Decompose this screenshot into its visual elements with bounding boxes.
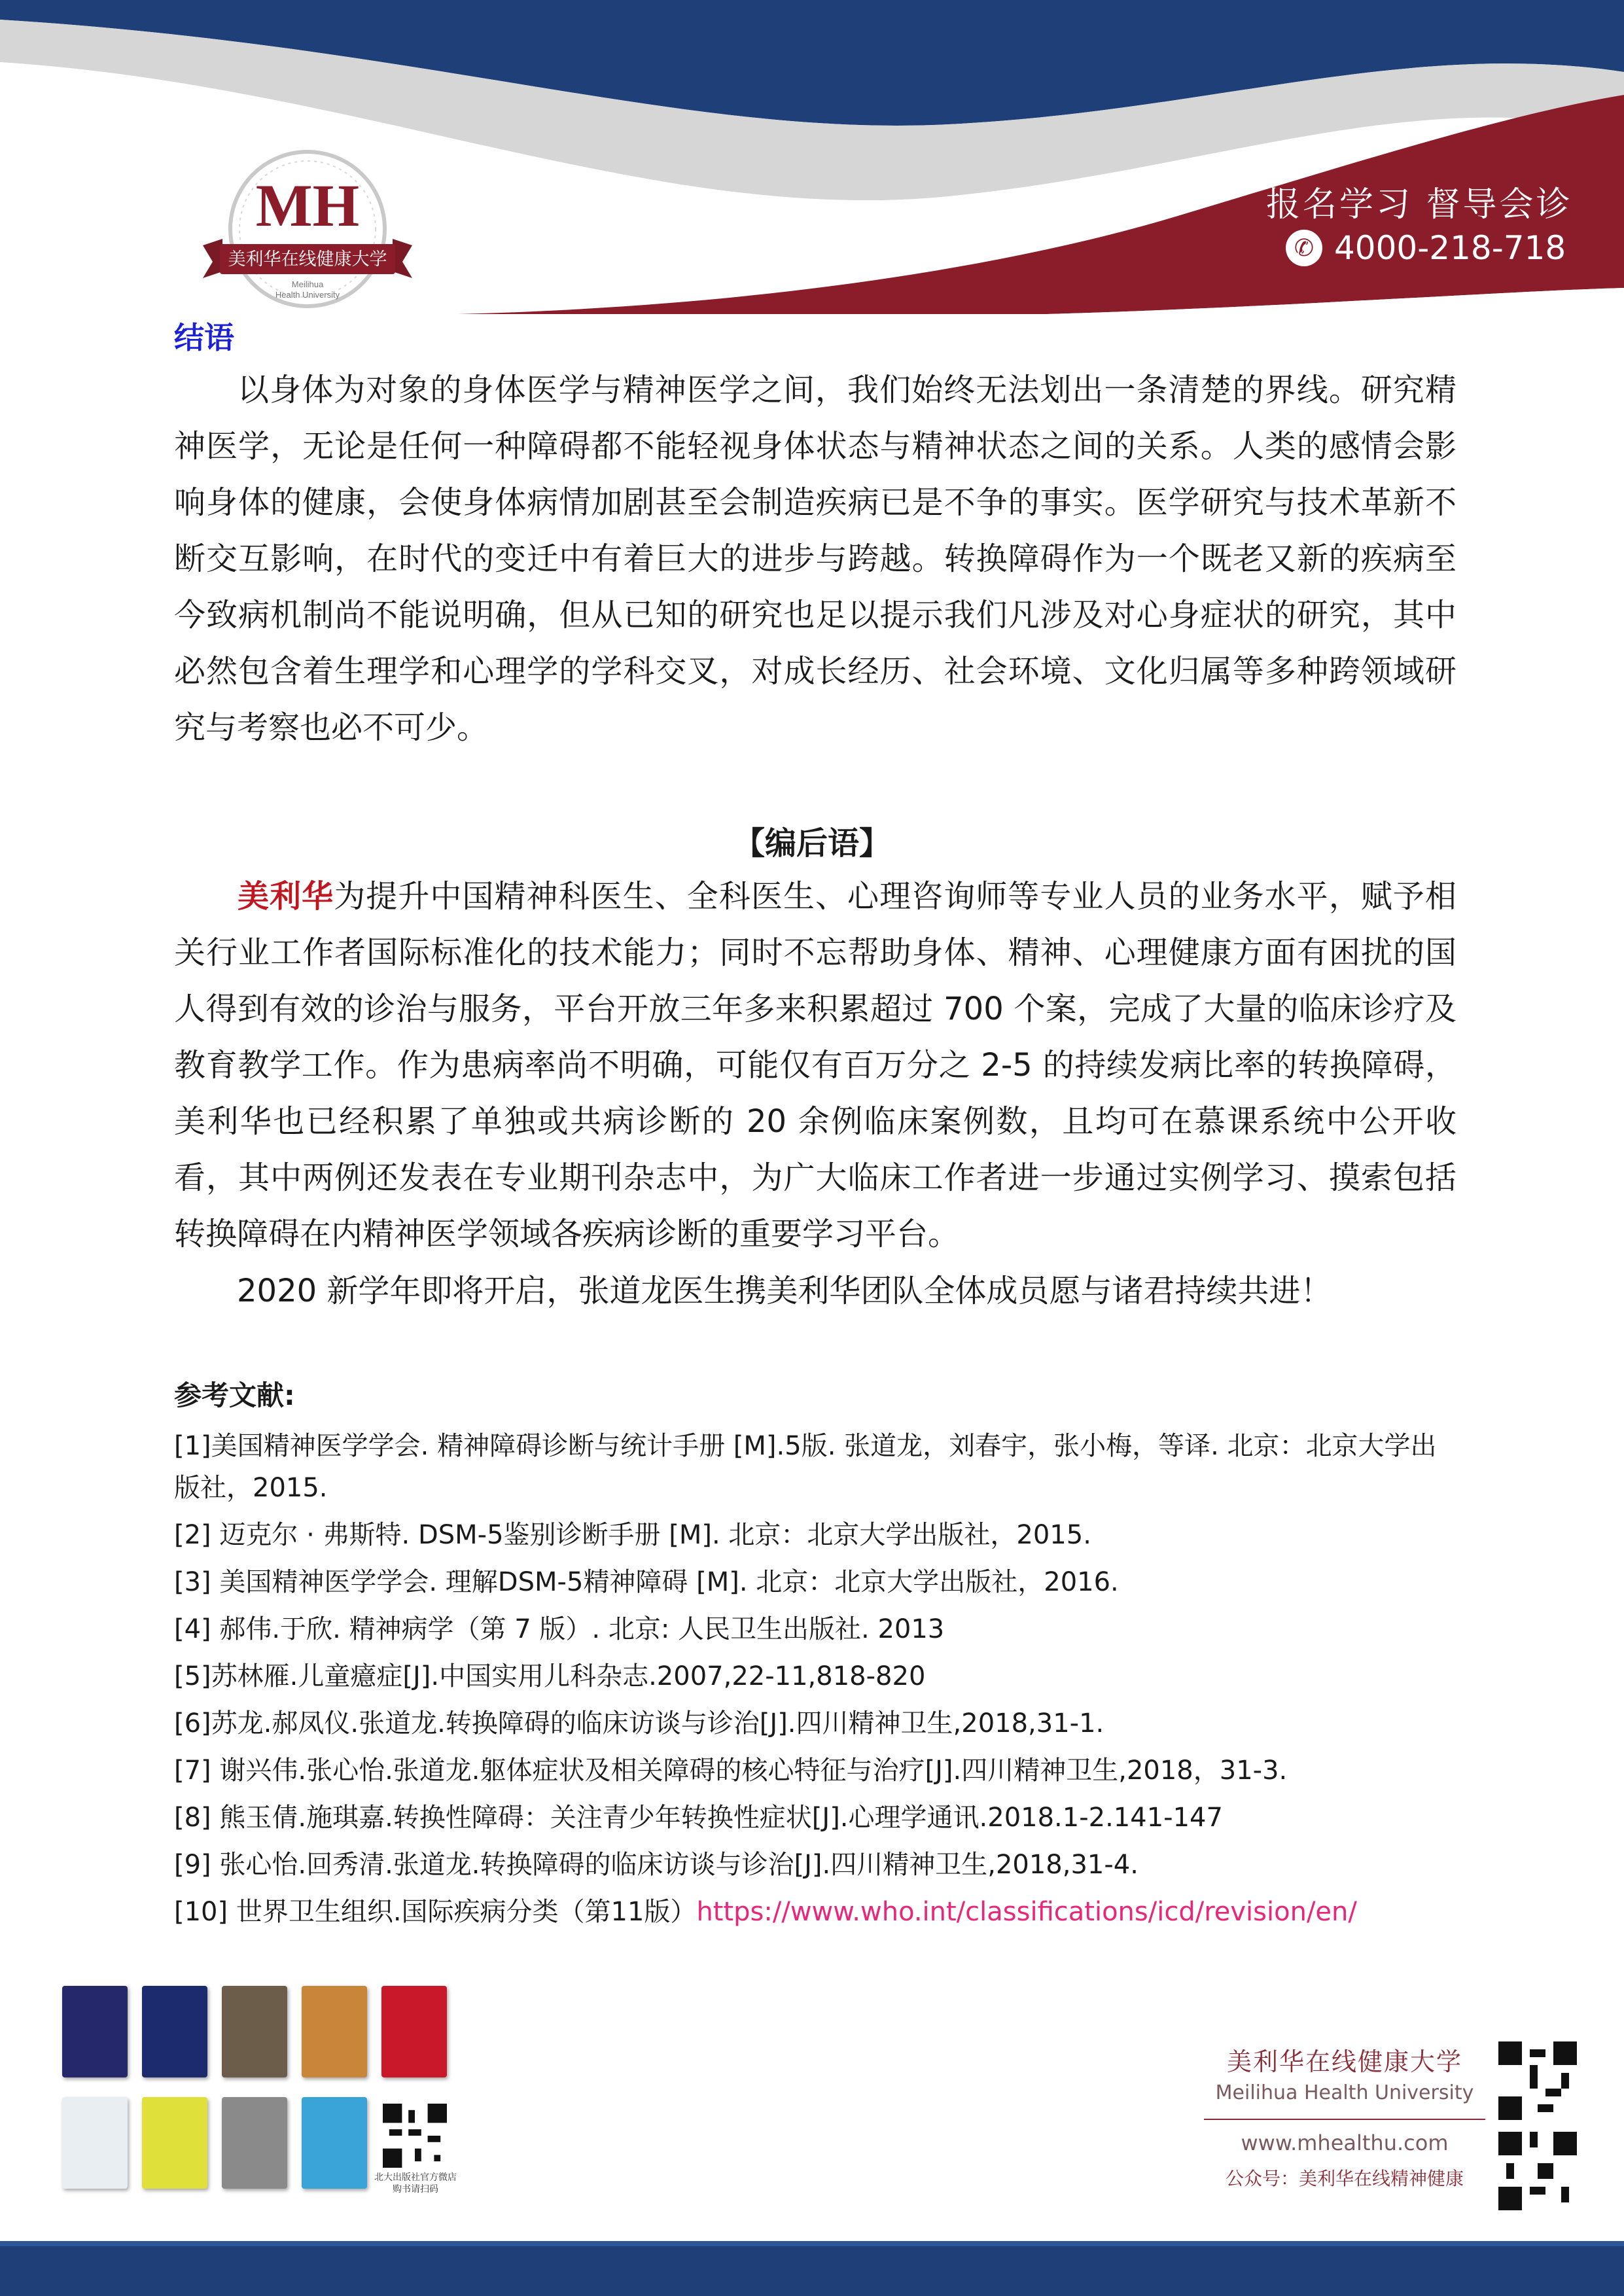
reference-item: [4] 郝伟.于欣. 精神病学（第 7 版）. 北京: 人民卫生出版社. 2013 xyxy=(174,1614,945,1644)
reference-item: [7] 谢兴伟.张心怡.张道龙.躯体症状及相关障碍的核心特征与治疗[J].四川精神卫生,2018，31-3. xyxy=(174,1756,1288,1786)
references-title: 参考文献: xyxy=(174,1379,295,1411)
footer-wechat: 公众号：美利华在线精神健康 xyxy=(1225,2168,1464,2189)
footer-brand-en: Meilihua Health University xyxy=(1215,2081,1474,2104)
book-cover-dsm5-differential xyxy=(142,1986,207,2077)
book-cover-white xyxy=(62,2097,128,2189)
closing-text: 2020 新学年即将开启，张道龙医生携美利华团队全体成员愿与诸君持续共进！ xyxy=(237,1273,1332,1309)
book-caption xyxy=(370,2172,461,2195)
reference-item: [2] 迈克尔 · 弗斯特. DSM-5鉴别诊断手册 [M]. 北京：北京大学出版社，2015. xyxy=(174,1520,1091,1550)
logo-en-line2: Health University xyxy=(275,290,340,300)
book-caption-line2: 购书请扫码 xyxy=(393,2184,438,2195)
book-cover-understanding-dsm5 xyxy=(222,1986,287,2077)
icd-link[interactable]: https://www.who.int/classifications/icd/revision/en/ xyxy=(696,1897,1357,1927)
conclusion-title: 结语 xyxy=(174,320,234,355)
editor-note-closing xyxy=(174,1263,1456,1319)
book-cover-blue xyxy=(302,2097,367,2189)
logo-en-line1: Meilihua xyxy=(291,279,324,289)
mh-logo xyxy=(196,147,419,317)
footer-bar xyxy=(0,2241,1624,2296)
book-cover-dsm5-manual xyxy=(62,1986,128,2077)
book-cover-clinical xyxy=(381,1986,447,2077)
conclusion-text: 以身体为对象的身体医学与精神医学之间，我们始终无法划出一条清楚的界线。研究精神医学，无论是任何一种障碍都不能轻视身体状态与精神状态之间的关系。人类的感情会影响身体的健康，会使身体病情加剧甚至会制造疾病已是不争的事实。医学研究与技术革新不断交互影响，在时代的变迁中有着巨大的进步与跨越。转换障碍作为一个既老又新的疾病至今致病机制尚不能说明确，但从已知的研究也足以提示我们凡涉及对心身症状的研究，其中必然包含着生理学和心理学的学科交叉，对成长经历、社会环境、文化归属等多种跨领域研究与考察也必不可少。 xyxy=(174,372,1456,746)
reference-item: [6]苏龙.郝凤仪.张道龙.转换障碍的临床访谈与诊治[J].四川精神卫生,2018,31-1. xyxy=(174,1708,1104,1739)
conclusion-paragraph xyxy=(174,362,1456,756)
references-list xyxy=(174,1425,1456,1938)
phone-icon: ✆ xyxy=(1286,230,1322,266)
reference-item: [9] 张心怡.回秀清.张道龙.转换障碍的临床访谈与诊治[J].四川精神卫生,2018,31-4. xyxy=(174,1850,1139,1880)
logo-cn-name: 美利华在线健康大学 xyxy=(228,249,387,270)
reference-item: [5]苏林雁.儿童癔症[J].中国实用儿科杂志.2007,22-11,818-820 xyxy=(174,1661,926,1691)
footer-brand xyxy=(1204,2041,1485,2191)
book-cover-orange xyxy=(302,1986,367,2077)
header-phone[interactable] xyxy=(1286,229,1566,267)
phone-number: 4000-218-718 xyxy=(1334,229,1566,267)
book-cover-gray xyxy=(222,2097,287,2189)
book-cover-yellow xyxy=(142,2097,207,2189)
footer-url[interactable]: www.mhealthu.com xyxy=(1241,2130,1449,2155)
footer-brand-cn: 美利华在线健康大学 xyxy=(1226,2047,1462,2076)
brand-name: 美利华 xyxy=(237,878,334,915)
book-collection xyxy=(62,1986,461,2195)
reference-item: [1]美国精神医学学会. 精神障碍诊断与统计手册 [M].5版. 张道龙，刘春宇，张小梅，等译. 北京：北京大学出版社，2015. xyxy=(174,1431,1437,1503)
editor-note-paragraph xyxy=(174,868,1456,1262)
reference-10-text: [10] 世界卫生组织.国际疾病分类（第11版） xyxy=(174,1897,697,1927)
footer-divider xyxy=(1204,2119,1485,2120)
qr-code-icon xyxy=(383,2104,447,2168)
reference-item: [3] 美国精神医学学会. 理解DSM-5精神障碍 [M]. 北京：北京大学出版社，2016. xyxy=(174,1567,1119,1597)
qr-code-icon xyxy=(1498,2041,1577,2120)
logo-mh-letters: MH xyxy=(255,172,360,239)
reference-item-10 xyxy=(174,1891,1456,1933)
editor-note-title: 【编后语】 xyxy=(733,825,891,862)
header-slogan: 报名学习 督导会诊 xyxy=(1266,185,1573,224)
reference-item: [8] 熊玉倩.施琪嘉.转换性障碍：关注青少年转换性症状[J].心理学通讯.2018.1-2.141-147 xyxy=(174,1803,1223,1833)
editor-note-text: 为提升中国精神科医生、全科医生、心理咨询师等专业人员的业务水平，赋予相关行业工作者国际标准化的技术能力；同时不忘帮助身体、精神、心理健康方面有困扰的国人得到有效的诊治与服务，平台开放三年多来积累超过 700 个案，完成了大量的临床诊疗及教育教学工作。作为患病率尚不明确，可能仅有百万分之 2-5 的持续发病比率的转换障碍，美利华也已经积累了单独或共病诊断的 20 余例临床案例数，且均可在慕课系统中公开收看，其中两例还发表在专业期刊杂志中，为广大临床工作者进一步通过实例学习、摸索包括转换障碍在内精神医学领域各疾病诊断的重要学习平台。 xyxy=(174,878,1456,1252)
qr-code-icon xyxy=(1498,2132,1577,2210)
book-caption-line1: 北大出版社官方微店 xyxy=(374,2172,457,2183)
